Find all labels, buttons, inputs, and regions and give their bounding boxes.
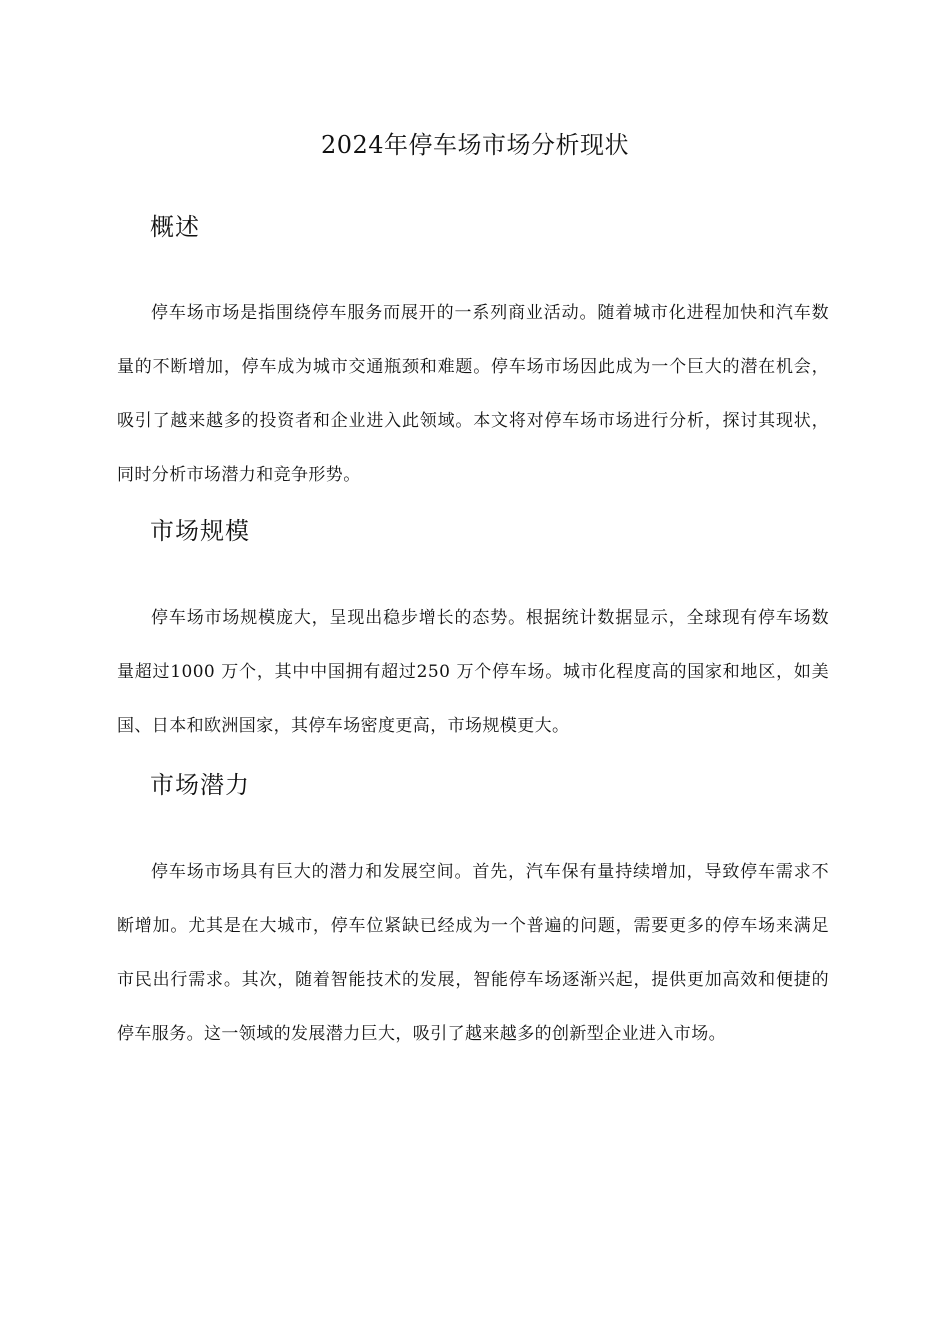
section-heading-market-scale: 市场规模 (150, 517, 250, 545)
document-title: 2024年停车场市场分析现状 (320, 131, 630, 159)
section-heading-overview: 概述 (150, 213, 200, 241)
paragraph-market-scale: 停车场市场规模庞大，呈现出稳步增长的态势。根据统计数据显示，全球现有停车场数量超过1000 万个，其中中国拥有超过250 万个停车场。城市化程度高的国家和地区，如美国、日本和欧洲国家，其停车场密度更高，市场规模更大。 (117, 608, 829, 736)
paragraph-overview: 停车场市场是指围绕停车服务而展开的一系列商业活动。随着城市化进程加快和汽车数量的不断增加，停车成为城市交通瓶颈和难题。停车场市场因此成为一个巨大的潜在机会，吸引了越来越多的投资者和企业进入此领域。本文将对停车场市场进行分析，探讨其现状，同时分析市场潜力和竞争形势。 (117, 303, 829, 485)
paragraph-market-potential: 停车场市场具有巨大的潜力和发展空间。首先，汽车保有量持续增加，导致停车需求不断增加。尤其是在大城市，停车位紧缺已经成为一个普遍的问题，需要更多的停车场来满足市民出行需求。其次，随着智能技术的发展，智能停车场逐渐兴起，提供更加高效和便捷的停车服务。这一领域的发展潜力巨大，吸引了越来越多的创新型企业进入市场。 (117, 862, 829, 1044)
section-heading-market-potential: 市场潜力 (150, 771, 250, 799)
